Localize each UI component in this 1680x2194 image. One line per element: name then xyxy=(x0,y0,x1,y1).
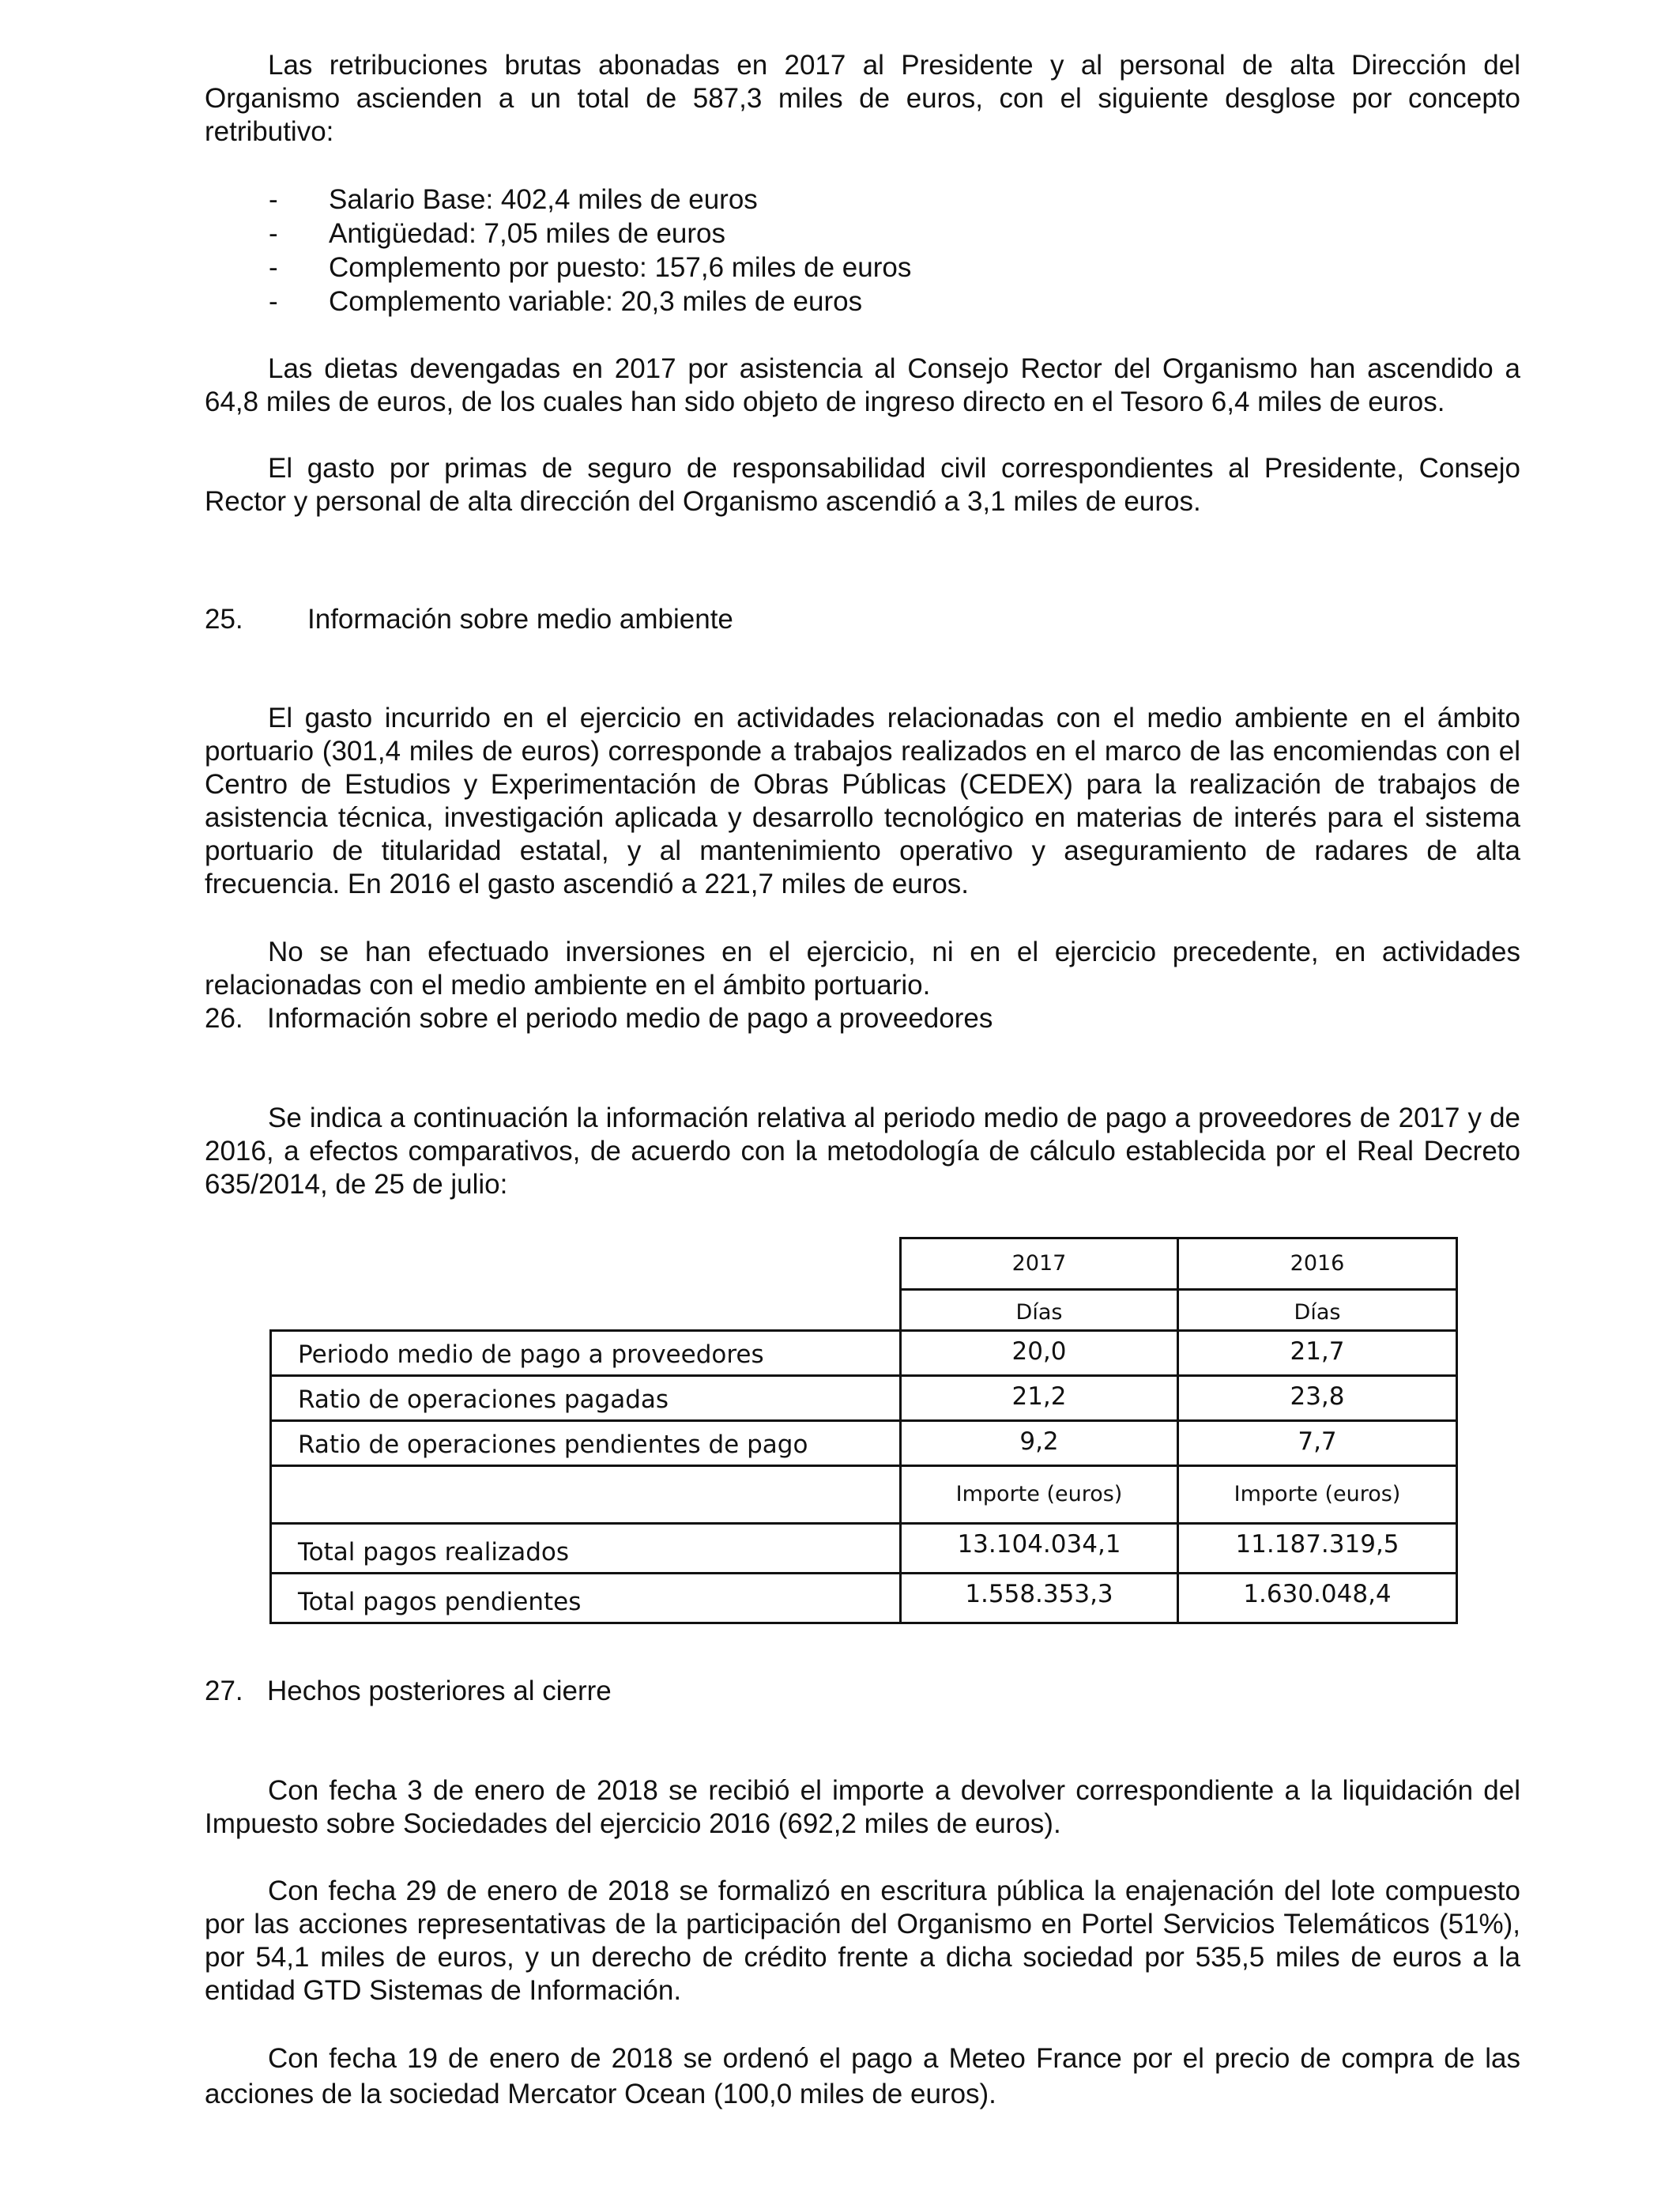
unit-dias-2016: Días xyxy=(1178,1290,1457,1331)
portel-paragraph: Con fecha 29 de enero de 2018 se formalizó en escritura pública la enajenación del lote compuesto por las acciones representativas de la participación del Organismo en Portel Servicios Telemáticos (51%), por 54,1 miles de euros, y un derecho de crédito frente a dicha sociedad por 535,5 miles de euros a la entidad GTD Sistemas de Información. xyxy=(205,1875,1520,2006)
section-number: 25. xyxy=(205,604,243,635)
list-item: - Antigüedad: 7,05 miles de euros xyxy=(269,218,725,249)
value-2017: 1.558.353,3 xyxy=(901,1573,1178,1623)
table-row xyxy=(271,1465,1457,1523)
section-title: Hechos posteriores al cierre xyxy=(267,1676,612,1706)
value-2017: 20,0 xyxy=(901,1330,1178,1375)
year-2017-header: 2017 xyxy=(901,1238,1178,1290)
value-2016: 11.187.319,5 xyxy=(1178,1523,1457,1573)
table-row xyxy=(271,1330,1457,1375)
unit-dias-2017: Días xyxy=(901,1290,1178,1331)
unit-importe-2017: Importe (euros) xyxy=(901,1465,1178,1523)
row-label: Ratio de operaciones pendientes de pago xyxy=(271,1420,901,1465)
value-2016: 7,7 xyxy=(1178,1420,1457,1465)
section-number: 27. xyxy=(205,1676,243,1706)
row-label: Total pagos realizados xyxy=(271,1523,901,1573)
medio-ambiente-paragraph: El gasto incurrido en el ejercicio en actividades relacionadas con el medio ambiente en el ámbito portuario (301,4 miles de euros) corresponde a trabajos realizados en el marco de las encomiendas con el Centro de Estudios y Experimentación de Obras Públicas (CEDEX) para la realización de trabajos de asistencia técnica, investigación aplicada y desarrollo tecnológico en materias de interés para el sistema portuario de titularidad estatal, y al mantenimiento operativo y aseguramiento de radares de alta frecuencia. En 2016 el gasto ascendió a 221,7 miles de euros. xyxy=(205,703,1520,899)
impuesto-paragraph: Con fecha 3 de enero de 2018 se recibió el importe a devolver correspondiente a la liquidación del Impuesto sobre Sociedades del ejercicio 2016 (692,2 miles de euros). xyxy=(205,1775,1520,1839)
table-row xyxy=(271,1290,1457,1331)
section-27-heading xyxy=(205,1675,612,1708)
value-2016: 1.630.048,4 xyxy=(1178,1573,1457,1623)
year-2016-header: 2016 xyxy=(1178,1238,1457,1290)
inversiones-paragraph: No se han efectuado inversiones en el ejercicio, ni en el ejercicio precedente, en actividades relacionadas con el medio ambiente en el ámbito portuario. xyxy=(205,937,1520,1001)
row-label: Ratio de operaciones pagadas xyxy=(271,1375,901,1420)
table-row xyxy=(271,1375,1457,1420)
retribuciones-paragraph: Las retribuciones brutas abonadas en 2017 al Presidente y al personal de alta Dirección del Organismo ascienden a un total de 587,3 miles de euros, con el siguiente desglose por concepto retributivo: xyxy=(205,50,1520,147)
value-2016: 21,7 xyxy=(1178,1330,1457,1375)
periodo-pago-table xyxy=(269,1237,1458,1624)
value-2017: 13.104.034,1 xyxy=(901,1523,1178,1573)
section-title: Información sobre el periodo medio de pago a proveedores xyxy=(267,1003,993,1034)
section-title: Información sobre medio ambiente xyxy=(307,604,733,635)
table-row xyxy=(271,1573,1457,1623)
section-26-heading xyxy=(205,1002,993,1035)
section-25-heading xyxy=(205,603,733,636)
row-label: Periodo medio de pago a proveedores xyxy=(271,1330,901,1375)
unit-importe-2016: Importe (euros) xyxy=(1178,1465,1457,1523)
list-item: - Complemento por puesto: 157,6 miles de euros xyxy=(269,252,912,283)
table-row xyxy=(271,1523,1457,1573)
list-item: - Salario Base: 402,4 miles de euros xyxy=(269,184,758,215)
list-item: - Complemento variable: 20,3 miles de euros xyxy=(269,286,863,317)
value-2017: 9,2 xyxy=(901,1420,1178,1465)
value-2017: 21,2 xyxy=(901,1375,1178,1420)
table-row xyxy=(271,1238,1457,1290)
dietas-paragraph: Las dietas devengadas en 2017 por asistencia al Consejo Rector del Organismo han ascendido a 64,8 miles de euros, de los cuales han sido objeto de ingreso directo en el Tesoro 6,4 miles de euros. xyxy=(205,353,1520,417)
section-number: 26. xyxy=(205,1003,243,1034)
periodo-pago-paragraph: Se indica a continuación la información relativa al periodo medio de pago a proveedores de 2017 y de 2016, a efectos comparativos, de acuerdo con la metodología de cálculo establecida por el Real Decreto 635/2014, de 25 de julio: xyxy=(205,1103,1520,1200)
value-2016: 23,8 xyxy=(1178,1375,1457,1420)
seguro-paragraph: El gasto por primas de seguro de responsabilidad civil correspondientes al Presidente, Consejo Rector y personal de alta dirección del Organismo ascendió a 3,1 miles de euros. xyxy=(205,453,1520,517)
mercator-paragraph: Con fecha 19 de enero de 2018 se ordenó el pago a Meteo France por el precio de compra de las acciones de la sociedad Mercator Ocean (100,0 miles de euros). xyxy=(205,2043,1520,2109)
row-label: Total pagos pendientes xyxy=(271,1573,901,1623)
table-row xyxy=(271,1420,1457,1465)
retribuciones-list xyxy=(205,183,1520,319)
